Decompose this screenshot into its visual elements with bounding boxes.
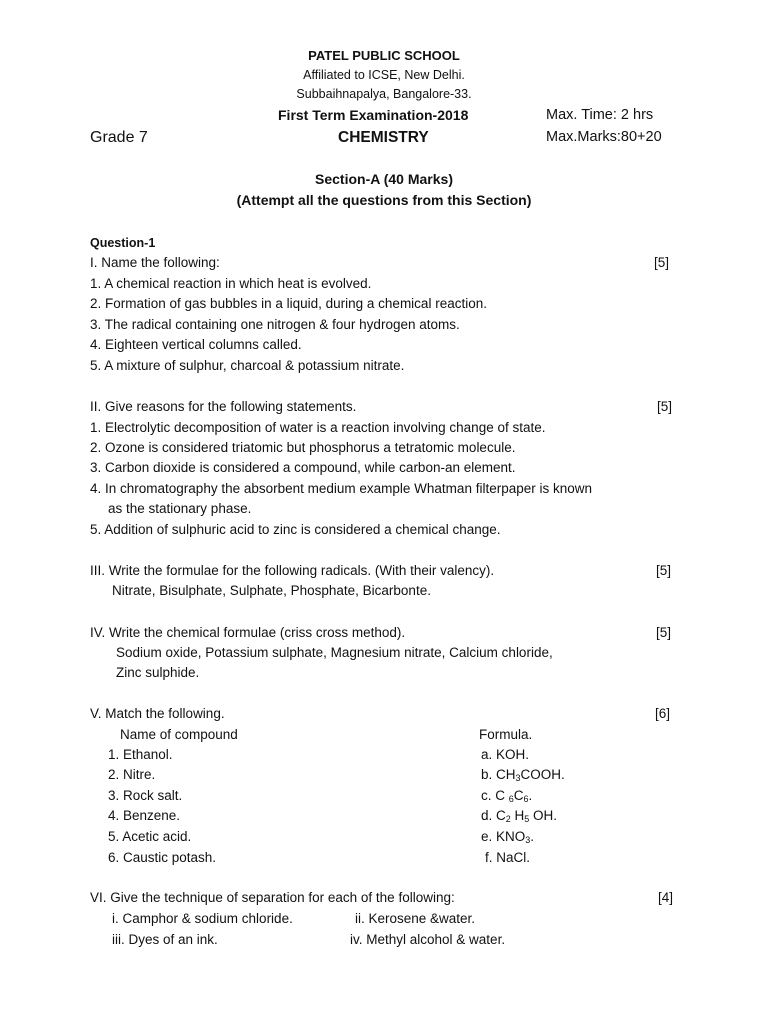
q3-heading: III. Write the formulae for the following radicals. (With their valency).	[90, 563, 495, 578]
q1-item: 2. Formation of gas bubbles in a liquid, during a chemical reaction.	[90, 296, 487, 311]
q2-heading: II. Give reasons for the following statements.	[90, 399, 357, 414]
q5-column-compound: Name of compound	[120, 727, 238, 742]
q6-item: ii. Kerosene &water.	[355, 911, 476, 926]
q2-item: 3. Carbon dioxide is considered a compound, while carbon-an element.	[90, 460, 516, 475]
q2-item: 1. Electrolytic decomposition of water is a reaction involving change of state.	[90, 420, 546, 435]
formula-item: e. $KNO_3$.	[481, 829, 535, 845]
q1-item: 3. The radical containing one nitrogen & four hydrogen atoms.	[90, 317, 460, 332]
q2-item: 4. In chromatography the absorbent medium example Whatman filterpaper is known	[90, 481, 593, 496]
q2-item-continued: as the stationary phase.	[108, 501, 252, 516]
max-time: Max. Time: 2 hrs	[546, 107, 654, 123]
section-instruction: (Attempt all the questions from this Section)	[236, 192, 532, 208]
formula-item: b. $CH_3COOH$.	[481, 767, 565, 783]
q2-marks: [5]	[657, 399, 673, 414]
q5-column-formula: Formula.	[479, 727, 533, 742]
q4-marks: [5]	[656, 625, 672, 640]
q6-heading: VI. Give the technique of separation for each of the following:	[90, 890, 455, 905]
q1-heading: I. Name the following:	[90, 255, 220, 270]
q6-item: iv. Methyl alcohol & water.	[350, 932, 506, 947]
q6-item: i. Camphor & sodium chloride.	[112, 911, 293, 926]
subject-title: CHEMISTRY	[338, 129, 429, 146]
compound-item: 3. Rock salt.	[108, 788, 183, 803]
compound-item: 4. Benzene.	[108, 808, 181, 823]
q2-item: 5. Addition of sulphuric acid to zinc is considered a chemical change.	[90, 522, 501, 537]
affiliation: Affiliated to ICSE, New Delhi.	[303, 68, 465, 82]
q1-item: 1. A chemical reaction in which heat is evolved.	[90, 276, 372, 291]
q6-item: iii. Dyes of an ink.	[112, 932, 218, 947]
max-marks: Max.Marks:80+20	[546, 129, 662, 145]
grade: Grade 7	[90, 129, 148, 146]
formula-item: a. KOH.	[481, 747, 530, 762]
section-title: Section-A (40 Marks)	[315, 171, 453, 187]
compound-item: 5. Acetic acid.	[108, 829, 192, 844]
school-name: PATEL PUBLIC SCHOOL	[308, 48, 460, 63]
q4-compounds: Sodium oxide, Potassium sulphate, Magnesium nitrate, Calcium chloride,	[116, 645, 553, 660]
compound-item: 6. Caustic potash.	[108, 850, 217, 865]
q1-item: 5. A mixture of sulphur, charcoal & potassium nitrate.	[90, 358, 405, 373]
school-address: Subbaihnapalya, Bangalore-33.	[296, 87, 472, 101]
q3-radicals: Nitrate, Bisulphate, Sulphate, Phosphate, Bicarbonte.	[112, 583, 431, 598]
compound-item: 2. Nitre.	[108, 767, 156, 782]
formula-item: d. $C_2$ $H_5$ OH.	[481, 808, 558, 824]
q4-compounds-continued: Zinc sulphide.	[116, 665, 200, 680]
formula-item: f. NaCl.	[485, 850, 531, 865]
compound-item: 1. Ethanol.	[108, 747, 173, 762]
question-label: Question-1	[90, 236, 156, 250]
q2-item: 2. Ozone is considered triatomic but phosphorus a tetratomic molecule.	[90, 440, 516, 455]
q6-marks: [4]	[658, 890, 674, 905]
q3-marks: [5]	[656, 563, 672, 578]
q1-marks: [5]	[654, 255, 670, 270]
q4-heading: IV. Write the chemical formulae (criss cross method).	[90, 625, 406, 640]
q5-heading: V. Match the following.	[90, 706, 225, 721]
q1-item: 4. Eighteen vertical columns called.	[90, 337, 302, 352]
exam-title: First Term Examination-2018	[278, 107, 469, 123]
formula-item: c. C $_6C_6$.	[481, 788, 533, 804]
q5-marks: [6]	[655, 706, 671, 721]
